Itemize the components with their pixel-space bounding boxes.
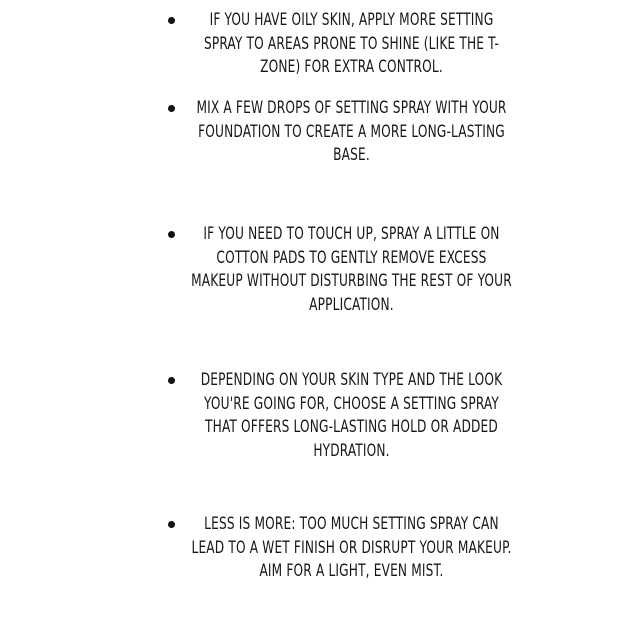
tip-item-skin-type [168, 368, 518, 462]
tip-text: IF YOU HAVE OILY SKIN, APPLY MORE SETTING SPRAY TO AREAS PRONE TO SHINE (LIKE THE T-ZONE) FOR EXTRA CONTROL. [203, 10, 500, 76]
tip-item-touch-up [168, 222, 518, 316]
bullet-icon [168, 17, 175, 24]
bullet-icon [168, 521, 175, 528]
tip-text: LESS IS MORE: TOO MUCH SETTING SPRAY CAN LEAD TO A WET FINISH OR DISRUPT YOUR MAKEUP. AIM FOR A LIGHT, EVEN MIST. [191, 514, 512, 580]
tip-text: DEPENDING ON YOUR SKIN TYPE AND THE LOOK YOU'RE GOING FOR, CHOOSE A SETTING SPRAY THAT OFFERS LONG-LASTING HOLD OR ADDED HYDRATION. [200, 370, 503, 460]
tip-item-mix-foundation [168, 96, 518, 167]
bullet-icon [168, 377, 175, 384]
tip-item-oily-skin [168, 8, 518, 79]
bullet-icon [168, 231, 175, 238]
tip-text: MIX A FEW DROPS OF SETTING SPRAY WITH YOUR FOUNDATION TO CREATE A MORE LONG-LASTING BASE. [196, 98, 507, 164]
bullet-icon [168, 105, 175, 112]
tip-text: IF YOU NEED TO TOUCH UP, SPRAY A LITTLE ON COTTON PADS TO GENTLY REMOVE EXCESS MAKEUP WITHOUT DISTURBING THE REST OF YOUR APPLICATION. [191, 224, 512, 314]
tip-item-less-is-more [168, 512, 518, 583]
